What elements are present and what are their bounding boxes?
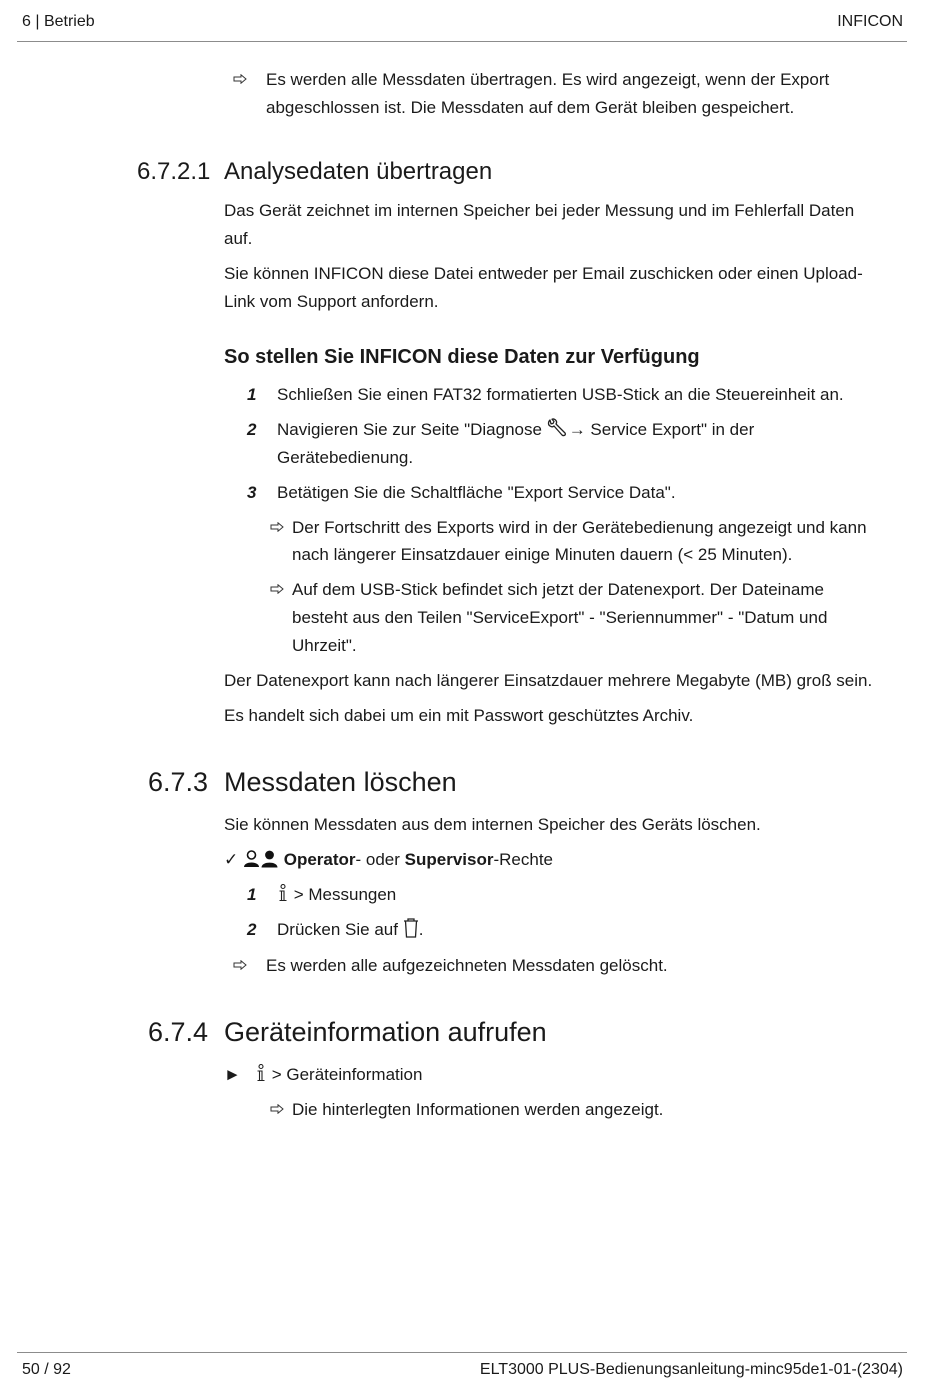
paragraph-673-1: Sie können Messdaten aus dem internen Speicher des Geräts löschen. — [224, 815, 761, 834]
section-number-673: 6.7.3 — [148, 767, 209, 797]
result-text: Auf dem USB-Stick befindet sich jetzt der Datenexport. Der Dateiname — [292, 580, 824, 599]
header-brand: INFICON — [837, 13, 903, 30]
footer-rule — [17, 1352, 907, 1353]
action-text-part: > Geräteinformation — [267, 1065, 423, 1084]
role-supervisor: Supervisor — [404, 850, 494, 869]
intro-result-line2: abgeschlossen ist. Die Messdaten auf dem Gerät bleiben gespeichert. — [266, 98, 795, 117]
result-text: Der Fortschritt des Exports wird in der Gerätebedienung angezeigt und kann — [292, 518, 867, 537]
step-number: 1 — [247, 885, 257, 904]
paragraph-6721-2-line2: Link vom Support anfordern. — [224, 292, 439, 311]
step-text-part: Navigieren Sie zur Seite "Diagnose — [277, 420, 547, 439]
step-text-part: Drücken Sie auf — [277, 920, 403, 939]
wrench-icon — [547, 418, 569, 447]
section-title-674: Geräteinformation aufrufen — [224, 1017, 547, 1047]
info-icon — [255, 1064, 267, 1092]
page-number: 50 / 92 — [22, 1361, 71, 1378]
step-number: 2 — [247, 920, 257, 939]
section-title-673: Messdaten löschen — [224, 767, 457, 797]
paragraph-6721-2-line1: Sie können INFICON diese Datei entweder per Email zuschicken oder einen Upload- — [224, 264, 863, 283]
section-title-6721: Analysedaten übertragen — [224, 158, 493, 185]
result-text: Uhrzeit". — [292, 636, 357, 655]
check-mark: ✓ — [224, 850, 239, 869]
step-text — [277, 881, 897, 912]
step-text-part: > Messungen — [289, 885, 397, 904]
paragraph-6721-4: Es handelt sich dabei um ein mit Passwort geschütztes Archiv. — [224, 706, 694, 725]
result-text: Es werden alle aufgezeichneten Messdaten gelöscht. — [266, 956, 668, 975]
step-text — [277, 416, 897, 447]
role-operator: Operator — [283, 850, 356, 869]
procedure-heading: So stellen Sie INFICON diese Daten zur Verfügung — [224, 346, 700, 368]
result-text: besteht aus den Teilen "ServiceExport" - "Seriennummer" - "Datum und — [292, 608, 828, 627]
step-text-continued: Gerätebedienung. — [277, 448, 414, 467]
trash-icon — [403, 918, 419, 947]
step-number: 2 — [247, 420, 257, 439]
paragraph-6721-3: Der Datenexport kann nach längerer Einsatzdauer mehrere Megabyte (MB) groß sein. — [224, 671, 873, 690]
result-text: Die hinterlegten Informationen werden angezeigt. — [292, 1100, 664, 1119]
header-chapter: 6 | Betrieb — [22, 13, 95, 30]
step-text: Betätigen Sie die Schaltfläche "Export Service Data". — [277, 483, 676, 502]
step-text: Schließen Sie einen FAT32 formatierten USB-Stick an die Steuereinheit an. — [277, 385, 844, 404]
header-rule — [17, 41, 907, 42]
document-id: ELT3000 PLUS-Bedienungsanleitung-minc95de1-01-(2304) — [479, 1361, 903, 1378]
result-arrow-icon — [233, 960, 247, 970]
role-separator: - oder — [355, 850, 405, 869]
step-text-part: . — [418, 920, 424, 939]
role-suffix: -Rechte — [493, 850, 553, 869]
supervisor-user-icon — [260, 849, 279, 877]
result-arrow-icon — [270, 584, 284, 594]
step-number: 1 — [247, 385, 257, 404]
step-text — [277, 916, 897, 947]
section-number-674: 6.7.4 — [148, 1017, 209, 1047]
result-text: nach längerer Einsatzdauer einige Minuten dauern (< 25 Minuten). — [292, 545, 793, 564]
section-number-6721: 6.7.2.1 — [137, 158, 211, 185]
step-text-part: → Service Export" in der — [568, 420, 755, 439]
result-arrow-icon — [233, 74, 247, 84]
intro-result-line1: Es werden alle Messdaten übertragen. Es wird angezeigt, wenn der Export — [266, 70, 830, 89]
paragraph-6721-1-line1: Das Gerät zeichnet im internen Speicher bei jeder Messung und im Fehlerfall Daten — [224, 201, 855, 220]
result-arrow-icon — [270, 1104, 284, 1114]
step-number: 3 — [247, 483, 257, 502]
result-arrow-icon — [270, 522, 284, 532]
prerequisite — [224, 846, 904, 877]
operator-user-icon — [243, 849, 260, 877]
action-text — [255, 1061, 422, 1092]
paragraph-6721-1-line2: auf. — [224, 229, 253, 248]
action-marker: ► — [224, 1065, 241, 1084]
info-icon — [277, 884, 289, 912]
